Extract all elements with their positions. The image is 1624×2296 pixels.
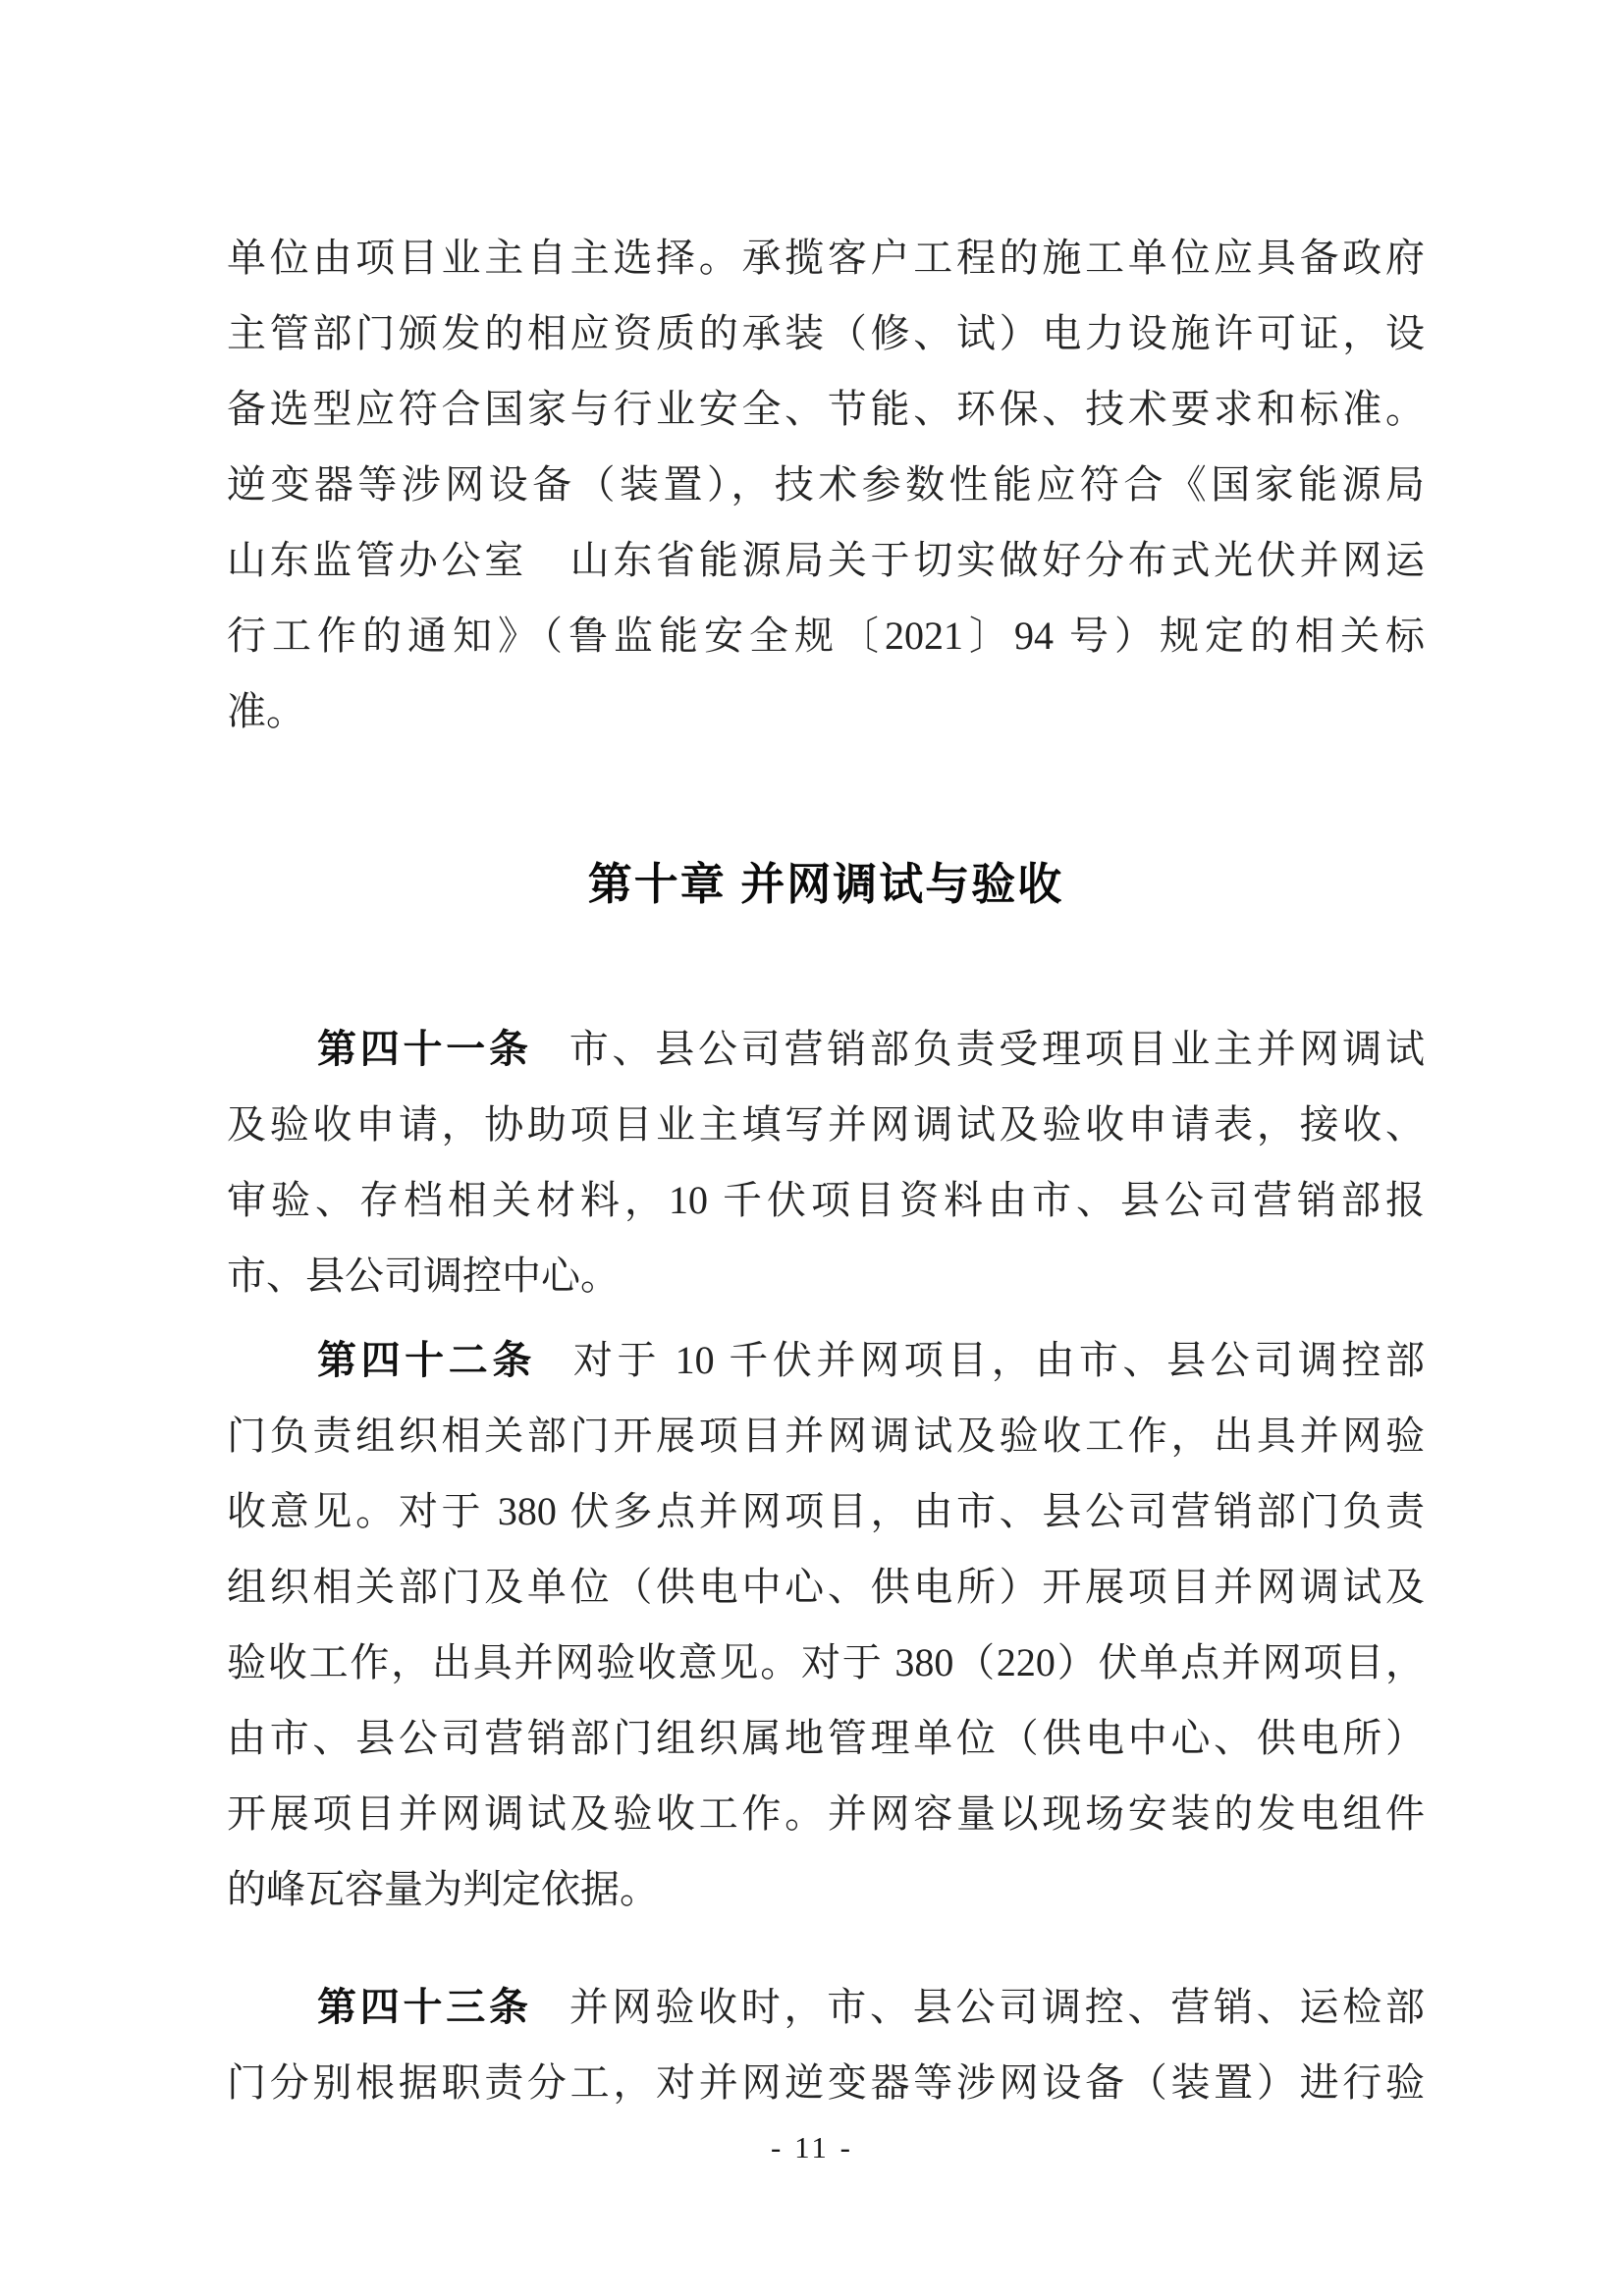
- text-line: 市、县公司调控中心。: [227, 1254, 620, 1298]
- text-line: 门分别根据职责分工，对并网逆变器等涉网设备（装置）进行验: [227, 2060, 1425, 2105]
- article-42-number: 第四十二条: [317, 1338, 536, 1382]
- text-line: 逆变器等涉网设备（装置），技术参数性能应符合《国家能源局: [227, 462, 1425, 507]
- article-42-first-line: 对于 10 千伏并网项目，由市、县公司调控部: [572, 1338, 1425, 1382]
- text-line: 山东监管办公室 山东省能源局关于切实做好分布式光伏并网运: [227, 538, 1425, 582]
- article-42-paragraph: [227, 1322, 1425, 1927]
- text-line: 单位由项目业主自主选择。承揽客户工程的施工单位应具备政府: [227, 236, 1425, 280]
- text-line: 主管部门颁发的相应资质的承装（修、试）电力设施许可证，设: [227, 311, 1425, 355]
- text-line: [227, 1969, 1425, 2045]
- text-line: 及验收申请，协助项目业主填写并网调试及验收申请表，接收、: [227, 1102, 1425, 1147]
- article-41-number: 第四十一条: [317, 1027, 532, 1071]
- text-line: 由市、县公司营销部门组织属地管理单位（供电中心、供电所）: [227, 1716, 1425, 1760]
- text-line: 行工作的通知》（鲁监能安全规〔2021〕94 号）规定的相关标: [227, 614, 1425, 658]
- text-line: [227, 1011, 1425, 1087]
- article-43-number: 第四十三条: [317, 1985, 532, 2029]
- intro-paragraph: [227, 220, 1425, 749]
- text-line: 组织相关部门及单位（供电中心、供电所）开展项目并网调试及: [227, 1565, 1425, 1609]
- text-line: 备选型应符合国家与行业安全、节能、环保、技术要求和标准。: [227, 387, 1425, 431]
- article-41-first-line: 市、县公司营销部负责受理项目业主并网调试: [568, 1027, 1425, 1071]
- article-43-first-line: 并网验收时，市、县公司调控、营销、运检部: [568, 1985, 1425, 2029]
- text-line: 门负责组织相关部门开展项目并网调试及验收工作，出具并网验: [227, 1414, 1425, 1458]
- text-line: 收意见。对于 380 伏多点并网项目，由市、县公司营销部门负责: [227, 1489, 1425, 1533]
- text-line: 开展项目并网调试及验收工作。并网容量以现场安装的发电组件: [227, 1791, 1425, 1836]
- article-41-paragraph: [227, 1011, 1425, 1313]
- chapter-heading: 第十章 并网调试与验收: [587, 859, 1064, 909]
- text-line: 的峰瓦容量为判定依据。: [227, 1867, 659, 1911]
- page-number: - 11 -: [771, 2130, 853, 2164]
- text-line: 审验、存档相关材料，10 千伏项目资料由市、县公司营销部报: [227, 1178, 1425, 1222]
- text-line: [227, 1322, 1425, 1398]
- article-43-paragraph: [227, 1969, 1425, 2120]
- text-line: 准。: [227, 689, 305, 733]
- text-line: 验收工作，出具并网验收意见。对于 380（220）伏单点并网项目，: [227, 1640, 1425, 1684]
